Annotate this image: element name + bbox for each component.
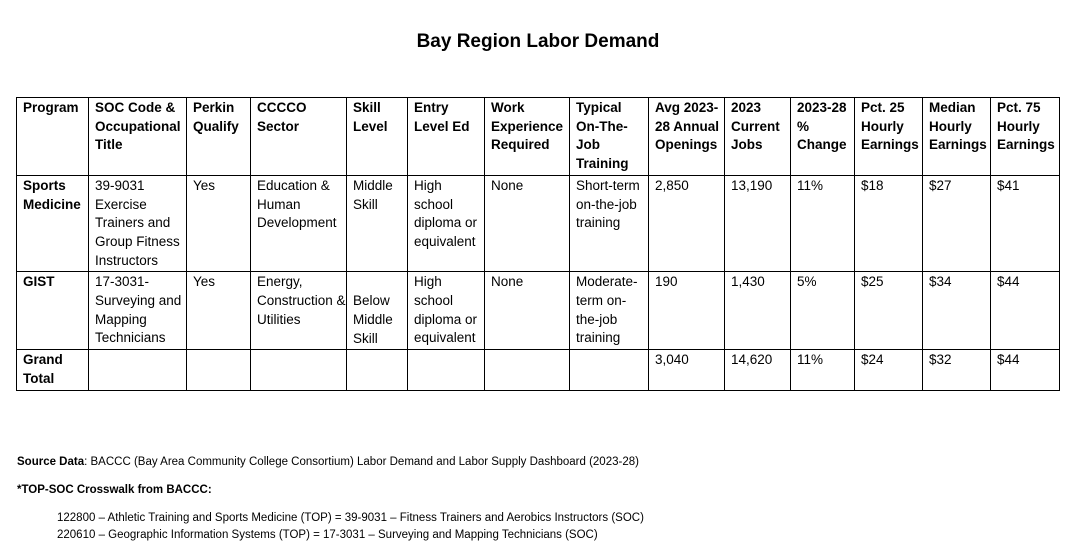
openings-cell: 190 — [649, 272, 725, 350]
crosswalk-heading-text: *TOP-SOC Crosswalk from BACCC: — [17, 484, 212, 496]
pct25-cell: $18 — [855, 175, 923, 272]
pct25-cell: $24 — [855, 350, 923, 390]
median-cell: $32 — [923, 350, 991, 390]
page-title: Bay Region Labor Demand — [416, 31, 660, 52]
header-program: Program — [17, 98, 89, 176]
work-exp-cell: None — [485, 272, 570, 350]
crosswalk-item: 122800 – Athletic Training and Sports Medicine (TOP) = 39-9031 – Fitness Trainers and Aerobics Instructors (SOC) — [57, 512, 644, 524]
entry-ed-cell: High school diploma or equivalent — [408, 175, 485, 272]
table-row — [17, 175, 1060, 272]
crosswalk-heading — [17, 484, 212, 496]
change-cell: 5% — [791, 272, 855, 350]
change-cell: 11% — [791, 175, 855, 272]
crosswalk-item: 220610 – Geographic Information Systems (TOP) = 17-3031 – Surveying and Mapping Technicians (SOC) — [57, 529, 598, 541]
skill-cell: Below Middle Skill — [347, 272, 408, 350]
pct75-cell: $41 — [991, 175, 1060, 272]
header-pct-change: 2023-28 % Change — [791, 98, 855, 176]
table-header-row — [17, 98, 1060, 176]
header-work-experience: Work Experience Required — [485, 98, 570, 176]
table-row — [17, 272, 1060, 350]
perkin-cell — [187, 350, 251, 390]
ojt-cell: Moderate-term on-the-job training — [570, 272, 649, 350]
work-exp-cell — [485, 350, 570, 390]
sector-cell: Education & Human Development — [251, 175, 347, 272]
openings-cell: 3,040 — [649, 350, 725, 390]
header-current-jobs: 2023 Current Jobs — [725, 98, 791, 176]
change-cell: 11% — [791, 350, 855, 390]
jobs-cell: 14,620 — [725, 350, 791, 390]
skill-cell — [347, 350, 408, 390]
pct75-cell: $44 — [991, 272, 1060, 350]
labor-demand-table — [16, 97, 1060, 391]
header-annual-openings: Avg 2023-28 Annual Openings — [649, 98, 725, 176]
header-soc-code: SOC Code & Occupational Title — [89, 98, 187, 176]
soc-cell: 39-9031 Exercise Trainers and Group Fitness Instructors — [89, 175, 187, 272]
header-pct75-earnings: Pct. 75 Hourly Earnings — [991, 98, 1060, 176]
source-note — [17, 456, 639, 468]
source-label: Source Data — [17, 456, 85, 468]
work-exp-cell: None — [485, 175, 570, 272]
soc-cell — [89, 350, 187, 390]
header-skill-level: Skill Level — [347, 98, 408, 176]
skill-cell: Middle Skill — [347, 175, 408, 272]
entry-ed-cell: High school diploma or equivalent — [408, 272, 485, 350]
ojt-cell — [570, 350, 649, 390]
source-text: : BACCC (Bay Area Community College Consortium) Labor Demand and Labor Supply Dashboard (2023-28) — [84, 456, 639, 468]
program-cell: Grand Total — [17, 350, 89, 390]
pct25-cell: $25 — [855, 272, 923, 350]
table-total-row — [17, 350, 1060, 390]
program-cell: GIST — [17, 272, 89, 350]
header-perkin-qualify: Perkin Qualify — [187, 98, 251, 176]
sector-cell — [251, 350, 347, 390]
entry-ed-cell — [408, 350, 485, 390]
sector-cell: Energy, Construction & Utilities — [251, 272, 347, 350]
soc-cell: 17-3031- Surveying and Mapping Technicians — [89, 272, 187, 350]
median-cell: $34 — [923, 272, 991, 350]
ojt-cell: Short-term on-the-job training — [570, 175, 649, 272]
header-median-earnings: Median Hourly Earnings — [923, 98, 991, 176]
header-pct25-earnings: Pct. 25 Hourly Earnings — [855, 98, 923, 176]
openings-cell: 2,850 — [649, 175, 725, 272]
jobs-cell: 13,190 — [725, 175, 791, 272]
perkin-cell: Yes — [187, 272, 251, 350]
perkin-cell: Yes — [187, 175, 251, 272]
header-cccco-sector: CCCCO Sector — [251, 98, 347, 176]
median-cell: $27 — [923, 175, 991, 272]
program-cell: Sports Medicine — [17, 175, 89, 272]
jobs-cell: 1,430 — [725, 272, 791, 350]
header-ojt: Typical On-The-Job Training — [570, 98, 649, 176]
pct75-cell: $44 — [991, 350, 1060, 390]
header-entry-level-ed: Entry Level Ed — [408, 98, 485, 176]
